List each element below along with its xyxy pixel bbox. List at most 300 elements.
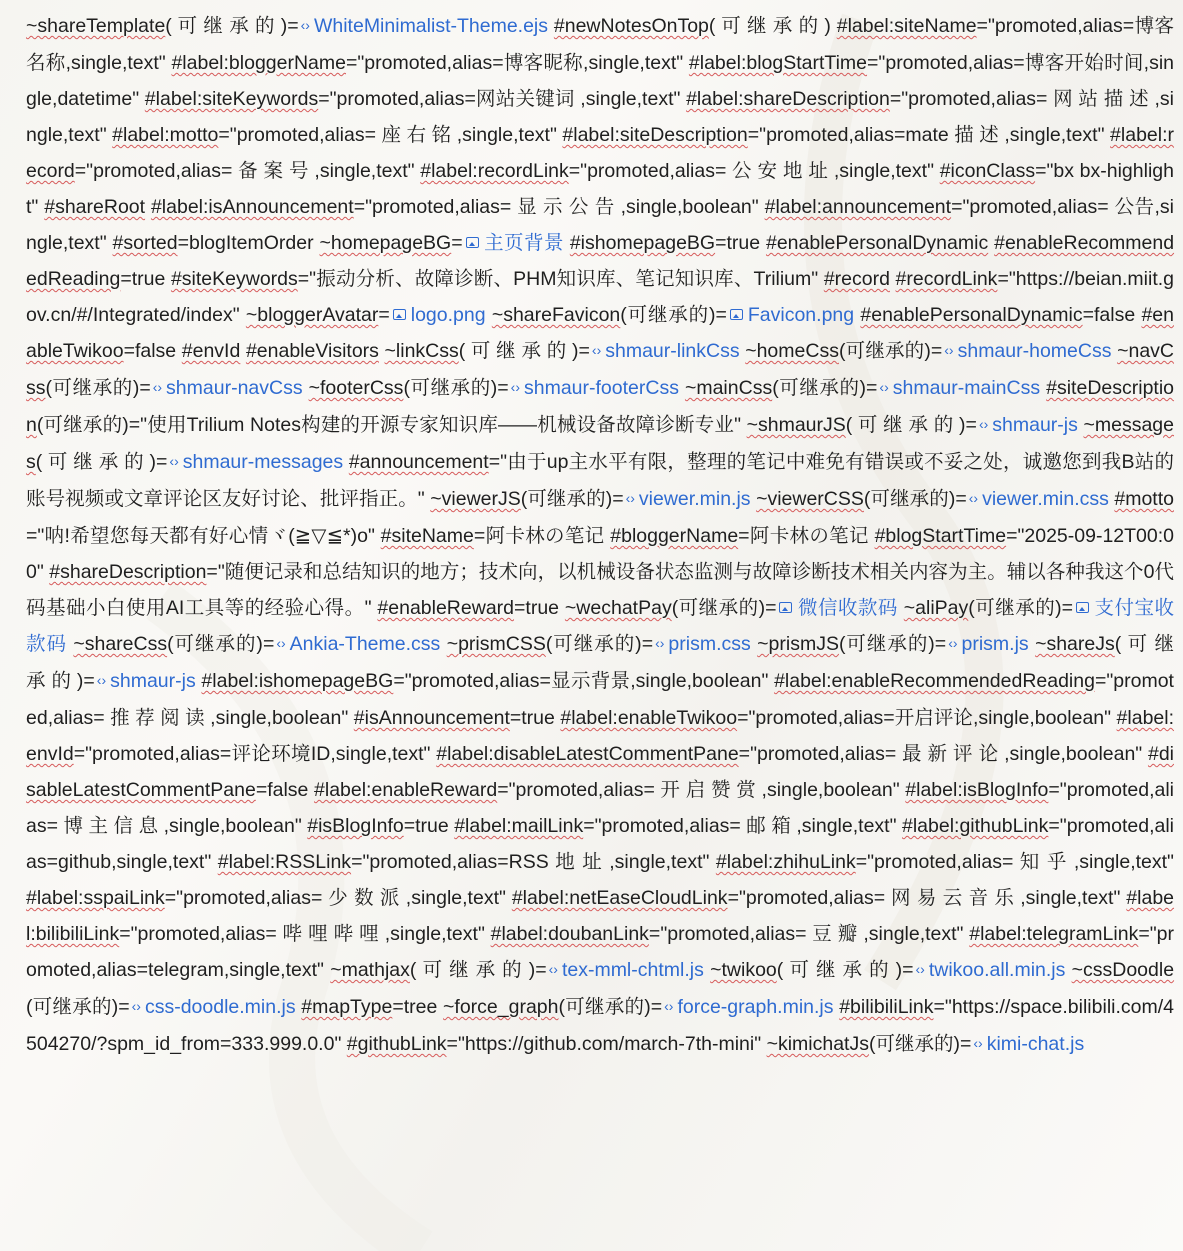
- relation-link[interactable]: [463, 232, 564, 254]
- equals-sign: =: [933, 996, 945, 1018]
- inheritable-tag: (可继承的): [26, 996, 119, 1018]
- equals-sign: =: [715, 232, 727, 254]
- relation-link-label: shmaur-messages: [182, 451, 344, 473]
- relation-link-label: shmaur-footerCss: [523, 377, 679, 399]
- relation-link-label: Favicon.png: [747, 304, 855, 326]
- attribute-value: "promoted,alias= 公告,single,text": [26, 196, 1174, 254]
- equals-sign: =: [951, 196, 963, 218]
- relation-link-label: shmaur-navCss: [166, 377, 303, 399]
- attribute-key[interactable]: #isBlogInfo: [307, 815, 404, 837]
- attribute-key[interactable]: ~homeCss: [745, 340, 839, 362]
- attribute-value: "呐!希望您每天都有好心情ヾ(≧▽≦*)o": [37, 525, 375, 547]
- attribute-entry: [301, 996, 437, 1018]
- attribute-key[interactable]: #label:motto: [112, 124, 219, 146]
- attribute-key[interactable]: #mapType: [301, 996, 393, 1018]
- attribute-key[interactable]: ~aliPay: [903, 597, 969, 619]
- attribute-value: false: [267, 779, 309, 801]
- attribute-entry: [171, 268, 818, 290]
- equals-sign: =: [514, 597, 526, 619]
- attribute-key[interactable]: #label:envId: [26, 707, 1175, 765]
- relation-link-label: shmaur-homeCss: [957, 340, 1112, 362]
- attribute-value: "promoted,alias= 公 安 地 址 ,single,text": [580, 160, 934, 182]
- attribute-entry: [860, 304, 1135, 326]
- attribute-key[interactable]: ~homepageBG: [319, 232, 452, 254]
- attribute-key[interactable]: ~mathjax: [330, 959, 410, 981]
- equals-sign: =: [889, 88, 902, 110]
- attribute-value: "promoted,alias=开启评论,single,boolean": [748, 707, 1112, 729]
- equals-sign: =: [583, 815, 595, 837]
- attribute-value: 阿卡林の笔记: [485, 525, 605, 547]
- equals-sign: =: [641, 633, 654, 655]
- attribute-key[interactable]: #label:ishomepageBG: [201, 670, 394, 692]
- attribute-key[interactable]: ~shareJs: [1035, 633, 1115, 655]
- equals-sign: =: [727, 887, 739, 909]
- equals-sign: =: [765, 597, 777, 619]
- relation-link[interactable]: [877, 377, 1040, 399]
- attribute-key[interactable]: ~mainCss: [684, 377, 773, 399]
- attribute-value: "promoted,alias= 哔 哩 哔 哩 ,single,text": [130, 923, 485, 945]
- attribute-value: false: [1093, 304, 1136, 326]
- attribute-key[interactable]: ~bloggerAvatar: [245, 304, 379, 326]
- equals-sign: =: [738, 525, 750, 547]
- relation-link[interactable]: [95, 670, 196, 692]
- inheritable-tag: ( 可 继 承 的 ): [458, 340, 579, 362]
- attribute-key[interactable]: #githubLink: [346, 1033, 447, 1055]
- relation-link-label: WhiteMinimalist-Theme.ejs: [313, 15, 549, 37]
- attribute-key[interactable]: ~footerCss: [308, 377, 404, 399]
- attribute-key[interactable]: #enablePersonalDynamic: [765, 232, 989, 254]
- relation-link-label: twikoo.all.min.js: [928, 959, 1066, 981]
- relation-link-label: viewer.min.js: [638, 488, 751, 510]
- attribute-value: "promoted,alias=博客开始时间,single,datetime": [26, 52, 1175, 110]
- relation-link-label: shmaur-linkCss: [605, 340, 740, 362]
- attribute-key[interactable]: #label:mailLink: [454, 815, 584, 837]
- attribute-key[interactable]: #label:siteKeywords: [144, 88, 319, 110]
- attribute-entry: [491, 923, 964, 945]
- inheritable-tag: ( 可 继 承 的 ): [845, 414, 966, 436]
- attribute-key[interactable]: #label:bloggerName: [171, 52, 346, 74]
- attribute-key[interactable]: #enablePersonalDynamic: [860, 304, 1083, 326]
- attribute-key[interactable]: #label:record: [26, 124, 1175, 182]
- code-icon: ‹›: [655, 635, 665, 651]
- equals-sign: =: [737, 707, 749, 729]
- equals-sign: =: [128, 414, 141, 436]
- attribute-entry: [492, 304, 854, 326]
- code-icon: ‹›: [973, 1035, 983, 1051]
- attribute-key[interactable]: #blogStartTime: [874, 525, 1007, 547]
- attribute-key[interactable]: #label:doubanLink: [490, 923, 649, 945]
- relation-link-label: 主页背景: [483, 232, 564, 254]
- attribute-key[interactable]: #label:zhihuLink: [715, 851, 856, 873]
- attribute-key[interactable]: #iconClass: [939, 160, 1036, 182]
- relation-link[interactable]: [946, 633, 1029, 655]
- attribute-key[interactable]: ~viewerJS: [430, 488, 521, 510]
- relation-link[interactable]: [662, 996, 833, 1018]
- attribute-value: "promoted,alias=github,single,text": [26, 815, 1174, 873]
- code-icon: ‹›: [510, 379, 520, 395]
- attribute-value: "promoted,alias= 显 示 公 告 ,single,boolean": [365, 196, 759, 218]
- relation-link[interactable]: [653, 633, 751, 655]
- attribute-value: "promoted,alias= 豆 瓣 ,single,text": [660, 923, 964, 945]
- equals-sign: =: [318, 88, 330, 110]
- attribute-key[interactable]: #enableRecommendedReading: [26, 232, 1175, 290]
- attribute-entry: [554, 15, 831, 37]
- equals-sign: =: [650, 996, 663, 1018]
- equals-sign: =: [648, 923, 661, 945]
- equals-sign: =: [902, 959, 914, 981]
- attribute-key[interactable]: #label:disableLatestCommentPane: [436, 743, 739, 765]
- equals-sign: =: [955, 488, 967, 510]
- attribute-value: "promoted,alias= 邮 箱 ,single,text": [594, 815, 897, 837]
- equals-sign: =: [164, 887, 177, 909]
- attribute-key[interactable]: #motto: [1114, 488, 1174, 510]
- relation-link-label: shmaur-js: [110, 670, 196, 692]
- equals-sign: =: [930, 340, 943, 362]
- attribute-entry: [710, 959, 1065, 981]
- attribute-key[interactable]: #siteDescription: [26, 377, 1175, 436]
- attribute-key[interactable]: #label:RSSLink: [217, 851, 352, 873]
- attribute-entry: [767, 1033, 1085, 1055]
- attribute-entry: [747, 414, 1078, 436]
- code-icon: ‹›: [625, 490, 635, 506]
- attribute-entry: [182, 340, 241, 362]
- equals-sign: =: [345, 52, 358, 74]
- attribute-value: true: [525, 597, 560, 619]
- equals-sign: =: [976, 15, 988, 37]
- equals-sign: =: [1138, 923, 1150, 945]
- equals-sign: =: [123, 340, 135, 362]
- attribute-value: true: [726, 232, 761, 254]
- equals-sign: =: [287, 15, 299, 37]
- equals-sign: =: [26, 525, 38, 547]
- equals-sign: =: [218, 124, 230, 146]
- attribute-entry: [201, 670, 768, 692]
- attribute-key[interactable]: #label:enableReward: [314, 779, 498, 801]
- attribute-key[interactable]: ~viewerCSS: [756, 488, 864, 510]
- relation-link-label: shmaur-mainCss: [892, 377, 1041, 399]
- equals-sign: =: [1061, 597, 1074, 619]
- attribute-key[interactable]: #sorted: [112, 232, 178, 254]
- attribute-value: "随便记录和总结知识的地方；技术向，以机械设备状态监测与故障诊断技术相关内容为主。辅以各种我这个0代码基础小白使用AI工具等的经验心得。": [26, 561, 1174, 619]
- attribute-key[interactable]: #label:isAnnouncement: [150, 196, 354, 218]
- attribute-value: true: [415, 815, 449, 837]
- attribute-key[interactable]: ~shareTemplate: [26, 15, 166, 37]
- equals-sign: =: [855, 851, 868, 873]
- equals-sign: =: [568, 160, 581, 182]
- attribute-entry: [377, 597, 559, 619]
- inheritable-tag: (可继承的): [772, 377, 867, 399]
- attribute-key[interactable]: ~shareCss: [73, 633, 168, 655]
- attribute-entry: [151, 196, 759, 218]
- attribute-value: "振动分析、故障诊断、PHM知识库、笔记知识库、Trilium": [309, 268, 819, 290]
- relation-link-label: prism.css: [668, 633, 751, 655]
- attribute-value: "promoted,alias=博客名称,single,text": [26, 15, 1175, 74]
- equals-sign: =: [1006, 525, 1018, 547]
- attribute-key[interactable]: #enableVisitors: [245, 340, 379, 362]
- attribute-key[interactable]: #newNotesOnTop: [553, 15, 709, 37]
- equals-sign: =: [934, 633, 947, 655]
- attribute-key[interactable]: #label:blogStartTime: [688, 52, 868, 74]
- attribute-key[interactable]: #label:isBlogInfo: [905, 779, 1049, 801]
- code-icon: ‹›: [879, 379, 889, 395]
- relation-link-label: css-doodle.min.js: [144, 996, 296, 1018]
- attribute-key[interactable]: #label:siteName: [836, 15, 977, 37]
- equals-sign: =: [473, 525, 486, 547]
- relation-link[interactable]: [776, 597, 897, 619]
- attribute-key[interactable]: #label:siteDescription: [562, 124, 748, 146]
- image-icon: [393, 309, 406, 320]
- code-icon: ‹›: [664, 998, 674, 1014]
- attribute-value: "2025-09-12T00:00": [26, 525, 1175, 583]
- attribute-entry: [307, 815, 448, 837]
- equals-sign: =: [747, 124, 760, 146]
- attribute-key[interactable]: ~prismJS: [757, 633, 839, 655]
- equals-sign: =: [83, 670, 95, 692]
- attribute-entry: [26, 887, 506, 909]
- attribute-key[interactable]: ~prismCSS: [446, 633, 546, 655]
- inheritable-tag: ( 可 继 承 的 ): [35, 451, 157, 473]
- attribute-key[interactable]: #disableLatestCommentPane: [26, 743, 1174, 801]
- attribute-key[interactable]: #bloggerName: [610, 525, 739, 547]
- attribute-entry: [560, 707, 1111, 729]
- attribute-key[interactable]: #label:githubLink: [902, 815, 1049, 837]
- inheritable-tag: (可继承的): [838, 340, 931, 362]
- inheritable-tag: (可继承的): [671, 597, 766, 619]
- attribute-value: "使用Trilium Notes构建的开源专家知识库——机械设备故障诊断专业": [140, 414, 741, 436]
- attribute-key[interactable]: #siteName: [380, 525, 474, 547]
- code-icon: ‹›: [152, 379, 163, 395]
- image-icon: [730, 309, 743, 320]
- equals-sign: =: [612, 488, 624, 510]
- equals-sign: =: [297, 268, 310, 290]
- relation-link[interactable]: [390, 304, 486, 326]
- relation-link-label: viewer.min.css: [982, 488, 1109, 510]
- relation-link[interactable]: [509, 377, 679, 399]
- relation-link[interactable]: [967, 488, 1109, 510]
- relation-link-label: force-graph.min.js: [677, 996, 834, 1018]
- equals-sign: =: [578, 340, 590, 362]
- attribute-key[interactable]: ~wechatPay: [564, 597, 672, 619]
- attribute-entry: [309, 377, 679, 399]
- attribute-entry: [757, 633, 1029, 655]
- attribute-key[interactable]: #isAnnouncement: [353, 707, 510, 729]
- attribute-key[interactable]: #label:enableRecommendedReading: [774, 670, 1095, 692]
- attribute-entry: [685, 377, 1040, 399]
- inheritable-tag: (可继承的): [403, 377, 498, 399]
- equals-sign: =: [353, 196, 366, 218]
- attribute-list: [26, 8, 1174, 1063]
- equals-sign: =: [867, 52, 879, 74]
- attribute-value: "promoted,alias= 网 易 云 音 乐 ,single,text": [738, 887, 1121, 909]
- equals-sign: =: [378, 304, 390, 326]
- attribute-value: "https://github.com/march-7th-mini": [457, 1033, 762, 1055]
- attribute-entry: [824, 268, 890, 290]
- attribute-key[interactable]: #enableTwikoo: [26, 304, 1174, 362]
- attribute-entry: [430, 488, 750, 510]
- equals-sign: =: [1082, 304, 1094, 326]
- relation-link[interactable]: [971, 1033, 1084, 1055]
- attribute-entry: [246, 304, 486, 326]
- relation-link[interactable]: [547, 959, 704, 981]
- equals-sign: =: [403, 815, 416, 837]
- relation-link-label: prism.js: [961, 633, 1029, 655]
- attribute-entry: [562, 124, 1104, 146]
- attribute-key[interactable]: ~force_graph: [443, 996, 559, 1018]
- attribute-key[interactable]: #bilibiliLink: [839, 996, 934, 1018]
- equals-sign: =: [738, 743, 751, 765]
- code-icon: ‹›: [300, 17, 310, 33]
- image-icon: [466, 237, 479, 248]
- attribute-value: "https://beian.miit.gov.cn/#/Integrated/index": [26, 268, 1174, 326]
- code-icon: ‹›: [948, 635, 958, 651]
- attribute-value: "promoted,alias= 网 站 描 述 ,single,text": [26, 88, 1174, 146]
- attribute-value: true: [521, 707, 555, 729]
- relation-link-label: kimi-chat.js: [986, 1033, 1085, 1055]
- attribute-entry: [113, 232, 314, 254]
- attribute-entry: [756, 488, 1109, 510]
- relation-link[interactable]: [274, 633, 440, 655]
- attribute-value: blogItemOrder: [188, 232, 314, 254]
- code-icon: ‹›: [944, 342, 954, 358]
- equals-sign: =: [73, 743, 86, 765]
- relation-link[interactable]: [914, 959, 1066, 981]
- attribute-key[interactable]: #announcement: [348, 451, 489, 473]
- attribute-value: "promoted,alias= 推 荐 阅 读 ,single,boolean": [26, 670, 1174, 729]
- relation-link[interactable]: [299, 15, 548, 37]
- attribute-key[interactable]: #label:netEaseCloudLink: [511, 887, 728, 909]
- equals-sign: =: [120, 268, 132, 290]
- relation-link-label: logo.png: [410, 304, 486, 326]
- attribute-value: true: [131, 268, 166, 290]
- attribute-key[interactable]: #label:sspaiLink: [26, 887, 165, 909]
- equals-sign: =: [497, 779, 509, 801]
- equals-sign: =: [74, 160, 87, 182]
- attribute-entry: [570, 232, 760, 254]
- relation-link[interactable]: [727, 304, 854, 326]
- attribute-key[interactable]: ~messages: [26, 414, 1174, 473]
- attribute-value: false: [134, 340, 177, 362]
- code-icon: ‹›: [276, 635, 286, 651]
- attribute-key[interactable]: #shareRoot: [44, 196, 146, 218]
- attribute-key[interactable]: ~twikoo: [710, 959, 777, 981]
- attribute-entry: [320, 232, 564, 254]
- relation-link-label: Ankia-Theme.css: [289, 633, 441, 655]
- attribute-key[interactable]: #label:enableTwikoo: [560, 707, 738, 729]
- attribute-value: "promoted,alias=RSS 地 址 ,single,text": [362, 851, 710, 873]
- attribute-entry: [73, 633, 440, 655]
- relation-link[interactable]: [151, 377, 303, 399]
- equals-sign: =: [965, 414, 977, 436]
- attribute-key[interactable]: #ishomepageBG: [569, 232, 716, 254]
- inheritable-tag: (可继承的): [36, 414, 129, 436]
- attribute-key[interactable]: ~linkCss: [384, 340, 459, 362]
- attribute-key[interactable]: #recordLink: [895, 268, 998, 290]
- attribute-entry: [218, 851, 710, 873]
- inheritable-tag: (可继承的): [558, 996, 651, 1018]
- equals-sign: =: [177, 232, 189, 254]
- inheritable-tag: (可继承的): [520, 488, 613, 510]
- attribute-entry: [330, 959, 704, 981]
- relation-link-label: 支付宝收款码: [26, 597, 1174, 655]
- attribute-key[interactable]: #enableReward: [377, 597, 515, 619]
- equals-sign: =: [206, 561, 218, 583]
- code-icon: ‹›: [131, 998, 141, 1014]
- attribute-key[interactable]: ~navCss: [26, 340, 1175, 399]
- attribute-key[interactable]: ~cssDoodle: [1071, 959, 1175, 981]
- attribute-value: "由于up主水平有限，整理的笔记中难免有错误或不妥之处，诚邀您到我B站的账号视频或文章评论区友好讨论、批评指正。": [26, 451, 1175, 510]
- relation-link-label: shmaur-js: [992, 414, 1078, 436]
- equals-sign: =: [446, 1033, 458, 1055]
- relation-link[interactable]: [942, 340, 1111, 362]
- attribute-value: "promoted,alias= 知 乎 ,single,text": [867, 851, 1174, 873]
- attribute-key[interactable]: #siteKeywords: [170, 268, 298, 290]
- attribute-entry: [716, 851, 1174, 873]
- equals-sign: =: [392, 996, 404, 1018]
- relation-link[interactable]: [167, 451, 343, 473]
- equals-sign: =: [497, 377, 509, 399]
- attribute-key[interactable]: ~shmaurJS: [746, 414, 846, 436]
- attribute-entry: [610, 525, 869, 547]
- attribute-key[interactable]: #envId: [181, 340, 241, 362]
- attribute-value: 阿卡林の笔记: [749, 525, 869, 547]
- equals-sign: =: [715, 304, 727, 326]
- code-icon: ‹›: [169, 453, 179, 469]
- equals-sign: =: [1094, 670, 1107, 692]
- relation-link[interactable]: [977, 414, 1078, 436]
- equals-sign: =: [535, 959, 547, 981]
- equals-sign: =: [262, 633, 275, 655]
- image-icon: [1076, 602, 1089, 613]
- relation-link[interactable]: [130, 996, 296, 1018]
- attribute-key[interactable]: #shareDescription: [49, 561, 207, 583]
- relation-link[interactable]: [624, 488, 751, 510]
- attribute-entry: [745, 340, 1111, 362]
- equals-sign: =: [1048, 779, 1060, 801]
- attribute-value: "promoted,alias= 少 数 派 ,single,text": [176, 887, 506, 909]
- attribute-key[interactable]: #label:shareDescription: [686, 88, 890, 110]
- relation-link[interactable]: [590, 340, 740, 362]
- attribute-entry: [766, 232, 988, 254]
- inheritable-tag: (可继承的): [868, 1033, 960, 1055]
- attribute-entry: [314, 779, 900, 801]
- attribute-entry: [447, 633, 751, 655]
- attribute-key[interactable]: #label:announcement: [764, 196, 952, 218]
- attribute-key[interactable]: ~kimichatJs: [766, 1033, 869, 1055]
- attribute-value: "promoted,alias= 座 右 铭 ,single,text": [229, 124, 557, 146]
- attribute-entry: [347, 1033, 761, 1055]
- attribute-key[interactable]: #label:telegramLink: [969, 923, 1139, 945]
- attribute-key[interactable]: #label:recordLink: [420, 160, 569, 182]
- attribute-entry: [512, 887, 1121, 909]
- attribute-value: "promoted,alias=mate 描 述 ,single,text": [759, 124, 1105, 146]
- attribute-value: tree: [403, 996, 438, 1018]
- equals-sign: =: [1048, 815, 1060, 837]
- attribute-entry: [381, 525, 605, 547]
- attribute-key[interactable]: #label:bilibiliLink: [26, 887, 1175, 945]
- code-icon: ‹›: [915, 961, 925, 977]
- attribute-entry: [565, 597, 898, 619]
- equals-sign: =: [118, 996, 130, 1018]
- equals-sign: =: [451, 232, 463, 254]
- attribute-entry: [420, 160, 934, 182]
- attribute-key[interactable]: ~shareFavicon: [491, 304, 621, 326]
- attribute-key[interactable]: #record: [823, 268, 890, 290]
- attribute-entry: [44, 196, 145, 218]
- code-icon: ‹›: [96, 672, 107, 688]
- equals-sign: =: [1035, 160, 1047, 182]
- equals-sign: =: [351, 851, 363, 873]
- code-icon: ‹›: [548, 961, 558, 977]
